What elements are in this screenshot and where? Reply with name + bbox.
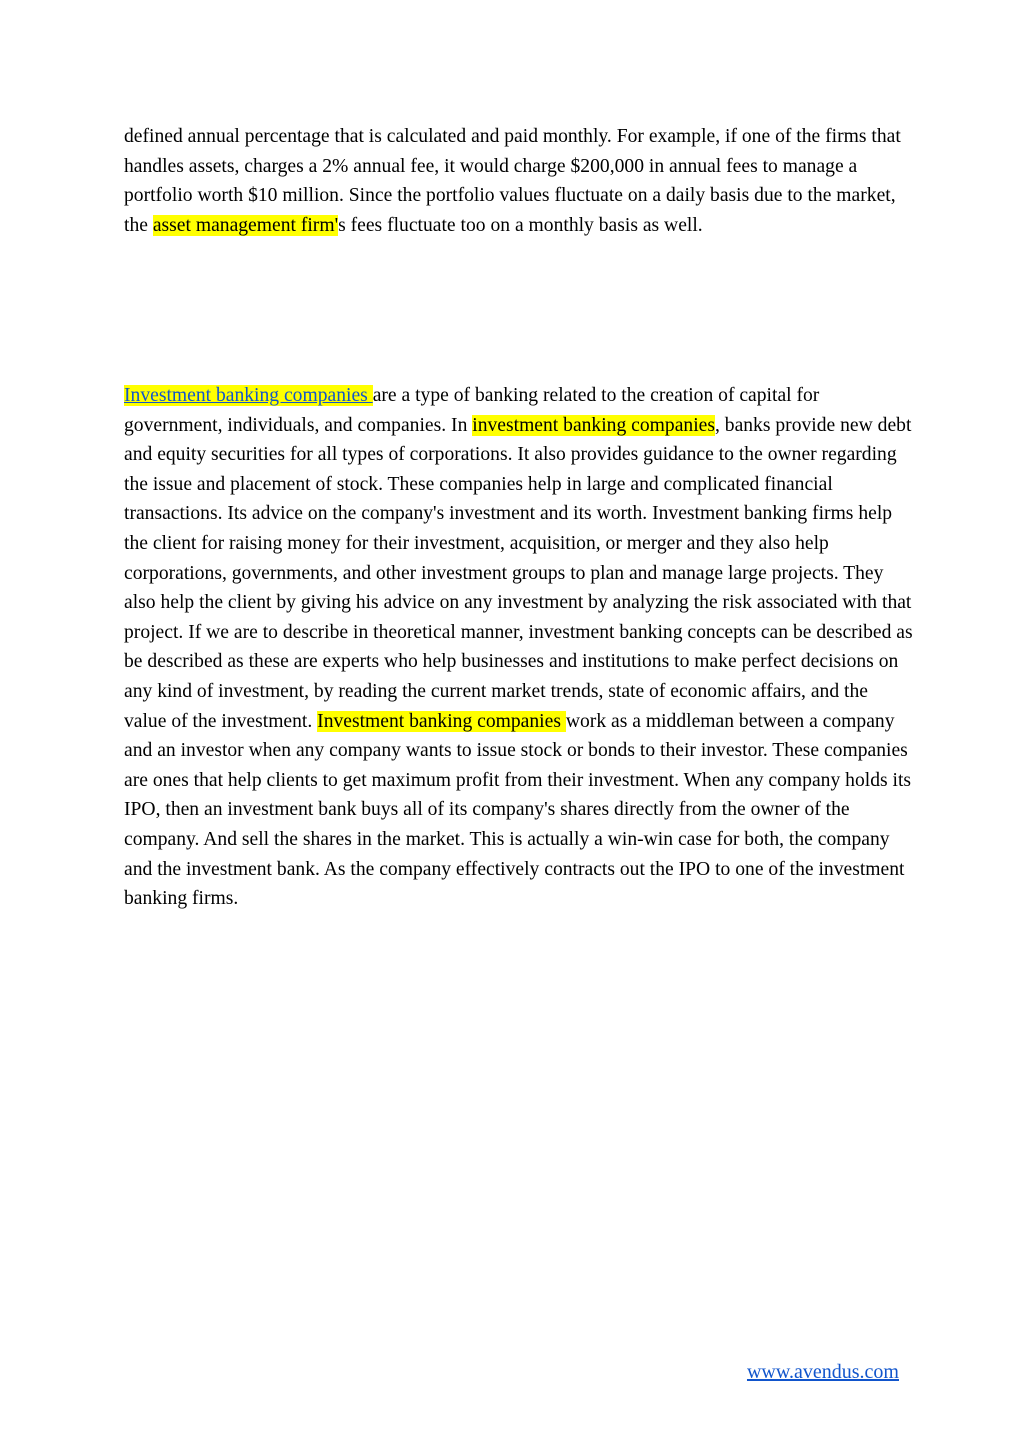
highlight-investment-banking-companies-1: investment banking companies [472,414,715,436]
footer-website-link[interactable]: www.avendus.com [746,1361,899,1383]
paragraph2-text-3: work as a middleman between a company and an investor when any company wants to issue stock or bonds to their investor. These companies are ones that help clients to get maximum profit from their investment. When any company holds its IPO, then an investment bank buys all of its company's shares directly from the owner of the company. And sell the shares in the market. This is actually a win-win case for both, the company and the investment bank. As the company effectively contracts out the IPO to one of the investment banking firms. [124,710,912,910]
paragraph-investment-banking [124,381,914,914]
highlight-investment-banking-companies-2: Investment banking companies [317,710,566,732]
highlight-asset-management-firm: asset management firm' [152,214,339,236]
paragraph1-text-2: s fees fluctuate too on a monthly basis as well. [338,214,703,236]
paragraph2-text-2: , banks provide new debt and equity securities for all types of corporations. It also provides guidance to the owner regarding the issue and placement of stock. These companies help in large and complicated financial transactions. Its advice on the company's investment and its worth. Investment banking firms help the client for raising money for their investment, acquisition, or merger and they also help corporations, governments, and other investment groups to plan and manage large projects. They also help the client by giving his advice on any investment by analyzing the risk associated with that project. If we are to describe in theoretical manner, investment banking concepts can be described as be described as these are experts who help businesses and institutions to make perfect decisions on any kind of investment, by reading the current market trends, state of economic affairs, and the value of the investment. [124,414,913,732]
investment-banking-companies-link[interactable]: Investment banking companies [124,385,373,406]
paragraph2-text-1: are a type of banking related to the creation of capital for government, individuals, and companies. In [124,385,820,436]
paragraph-asset-management [124,122,914,240]
paragraph1-text-1: defined annual percentage that is calculated and paid monthly. For example, if one of the firms that handles assets, charges a 2% annual fee, it would charge $200,000 in annual fees to manage a portfolio worth $10 million. Since the portfolio values fluctuate on a daily basis due to the market, the [124,126,901,236]
